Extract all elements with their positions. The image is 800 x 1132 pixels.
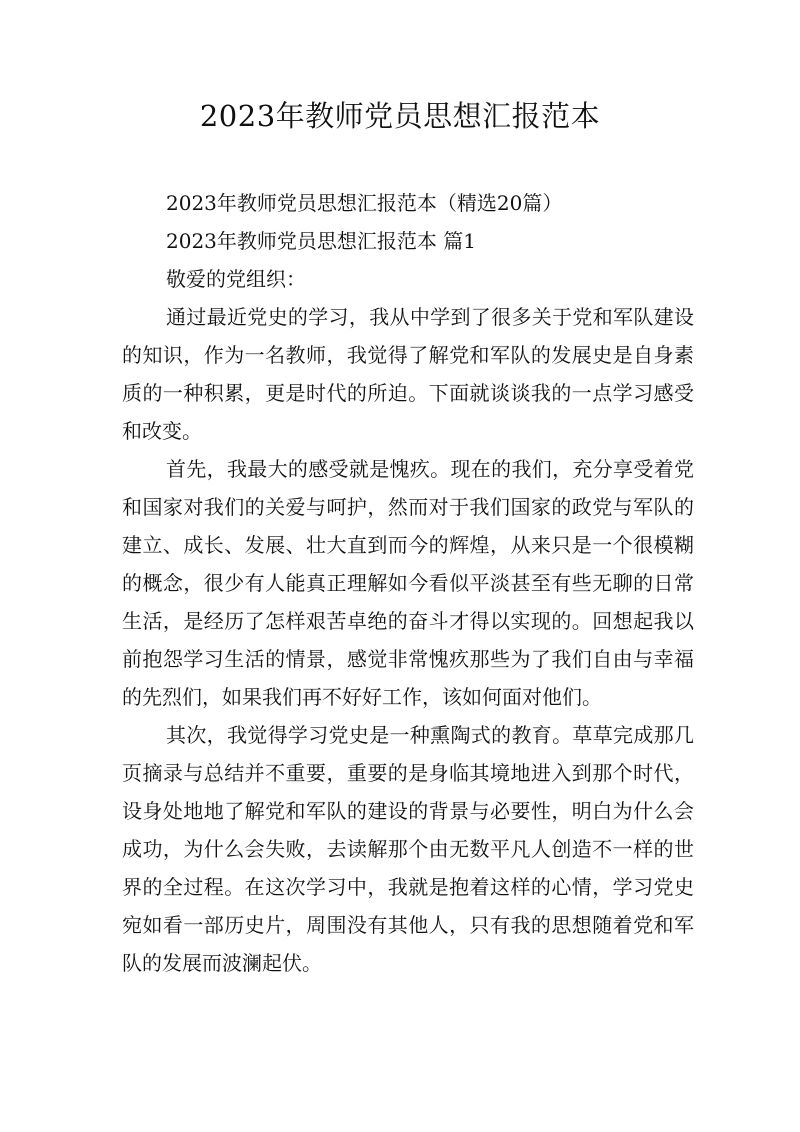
salutation: 敬爱的党组织： [166,267,306,291]
paragraph: 通过最近党史的学习，我从中学到了很多关于党和军队建设的知识，作为一名教师，我觉得了解党和军队的发展史是自身素质的一种积累，更是时代的所迫。下面就谈谈我的一点学习感受和改变。 [122,305,694,443]
section-heading: 2023年教师党员思想汇报范本 篇1 [166,229,476,253]
paragraph: 其次，我觉得学习党史是一种熏陶式的教育。草草完成那几页摘录与总结并不重要，重要的是身临其境地进入到那个时代，设身处地地了解党和军队的建设的背景与必要性，明白为什么会成功，为什么会失败，去读解那个由无数平凡人创造不一样的世界的全过程。在这次学习中，我就是抱着这样的心情，学习党史宛如看一部历史片，周围没有其他人，只有我的思想随着党和军队的发展而波澜起伏。 [122,723,694,975]
paragraph: 首先，我最大的感受就是愧疚。现在的我们，充分享受着党和国家对我们的关爱与呵护，然而对于我们国家的政党与军队的建立、成长、发展、壮大直到而今的辉煌，从来只是一个很模糊的概念，很少有人能真正理解如今看似平淡甚至有些无聊的日常生活，是经历了怎样艰苦卓绝的奋斗才得以实现的。回想起我以前抱怨学习生活的情景，感觉非常愧疚那些为了我们自由与幸福的先烈们，如果我们再不好好工作，该如何面对他们。 [122,457,694,709]
page-title: 2023年教师党员思想汇报范本 [199,99,601,133]
subtitle-line: 2023年教师党员思想汇报范本（精选20篇） [166,191,563,215]
document-body [122,184,694,982]
